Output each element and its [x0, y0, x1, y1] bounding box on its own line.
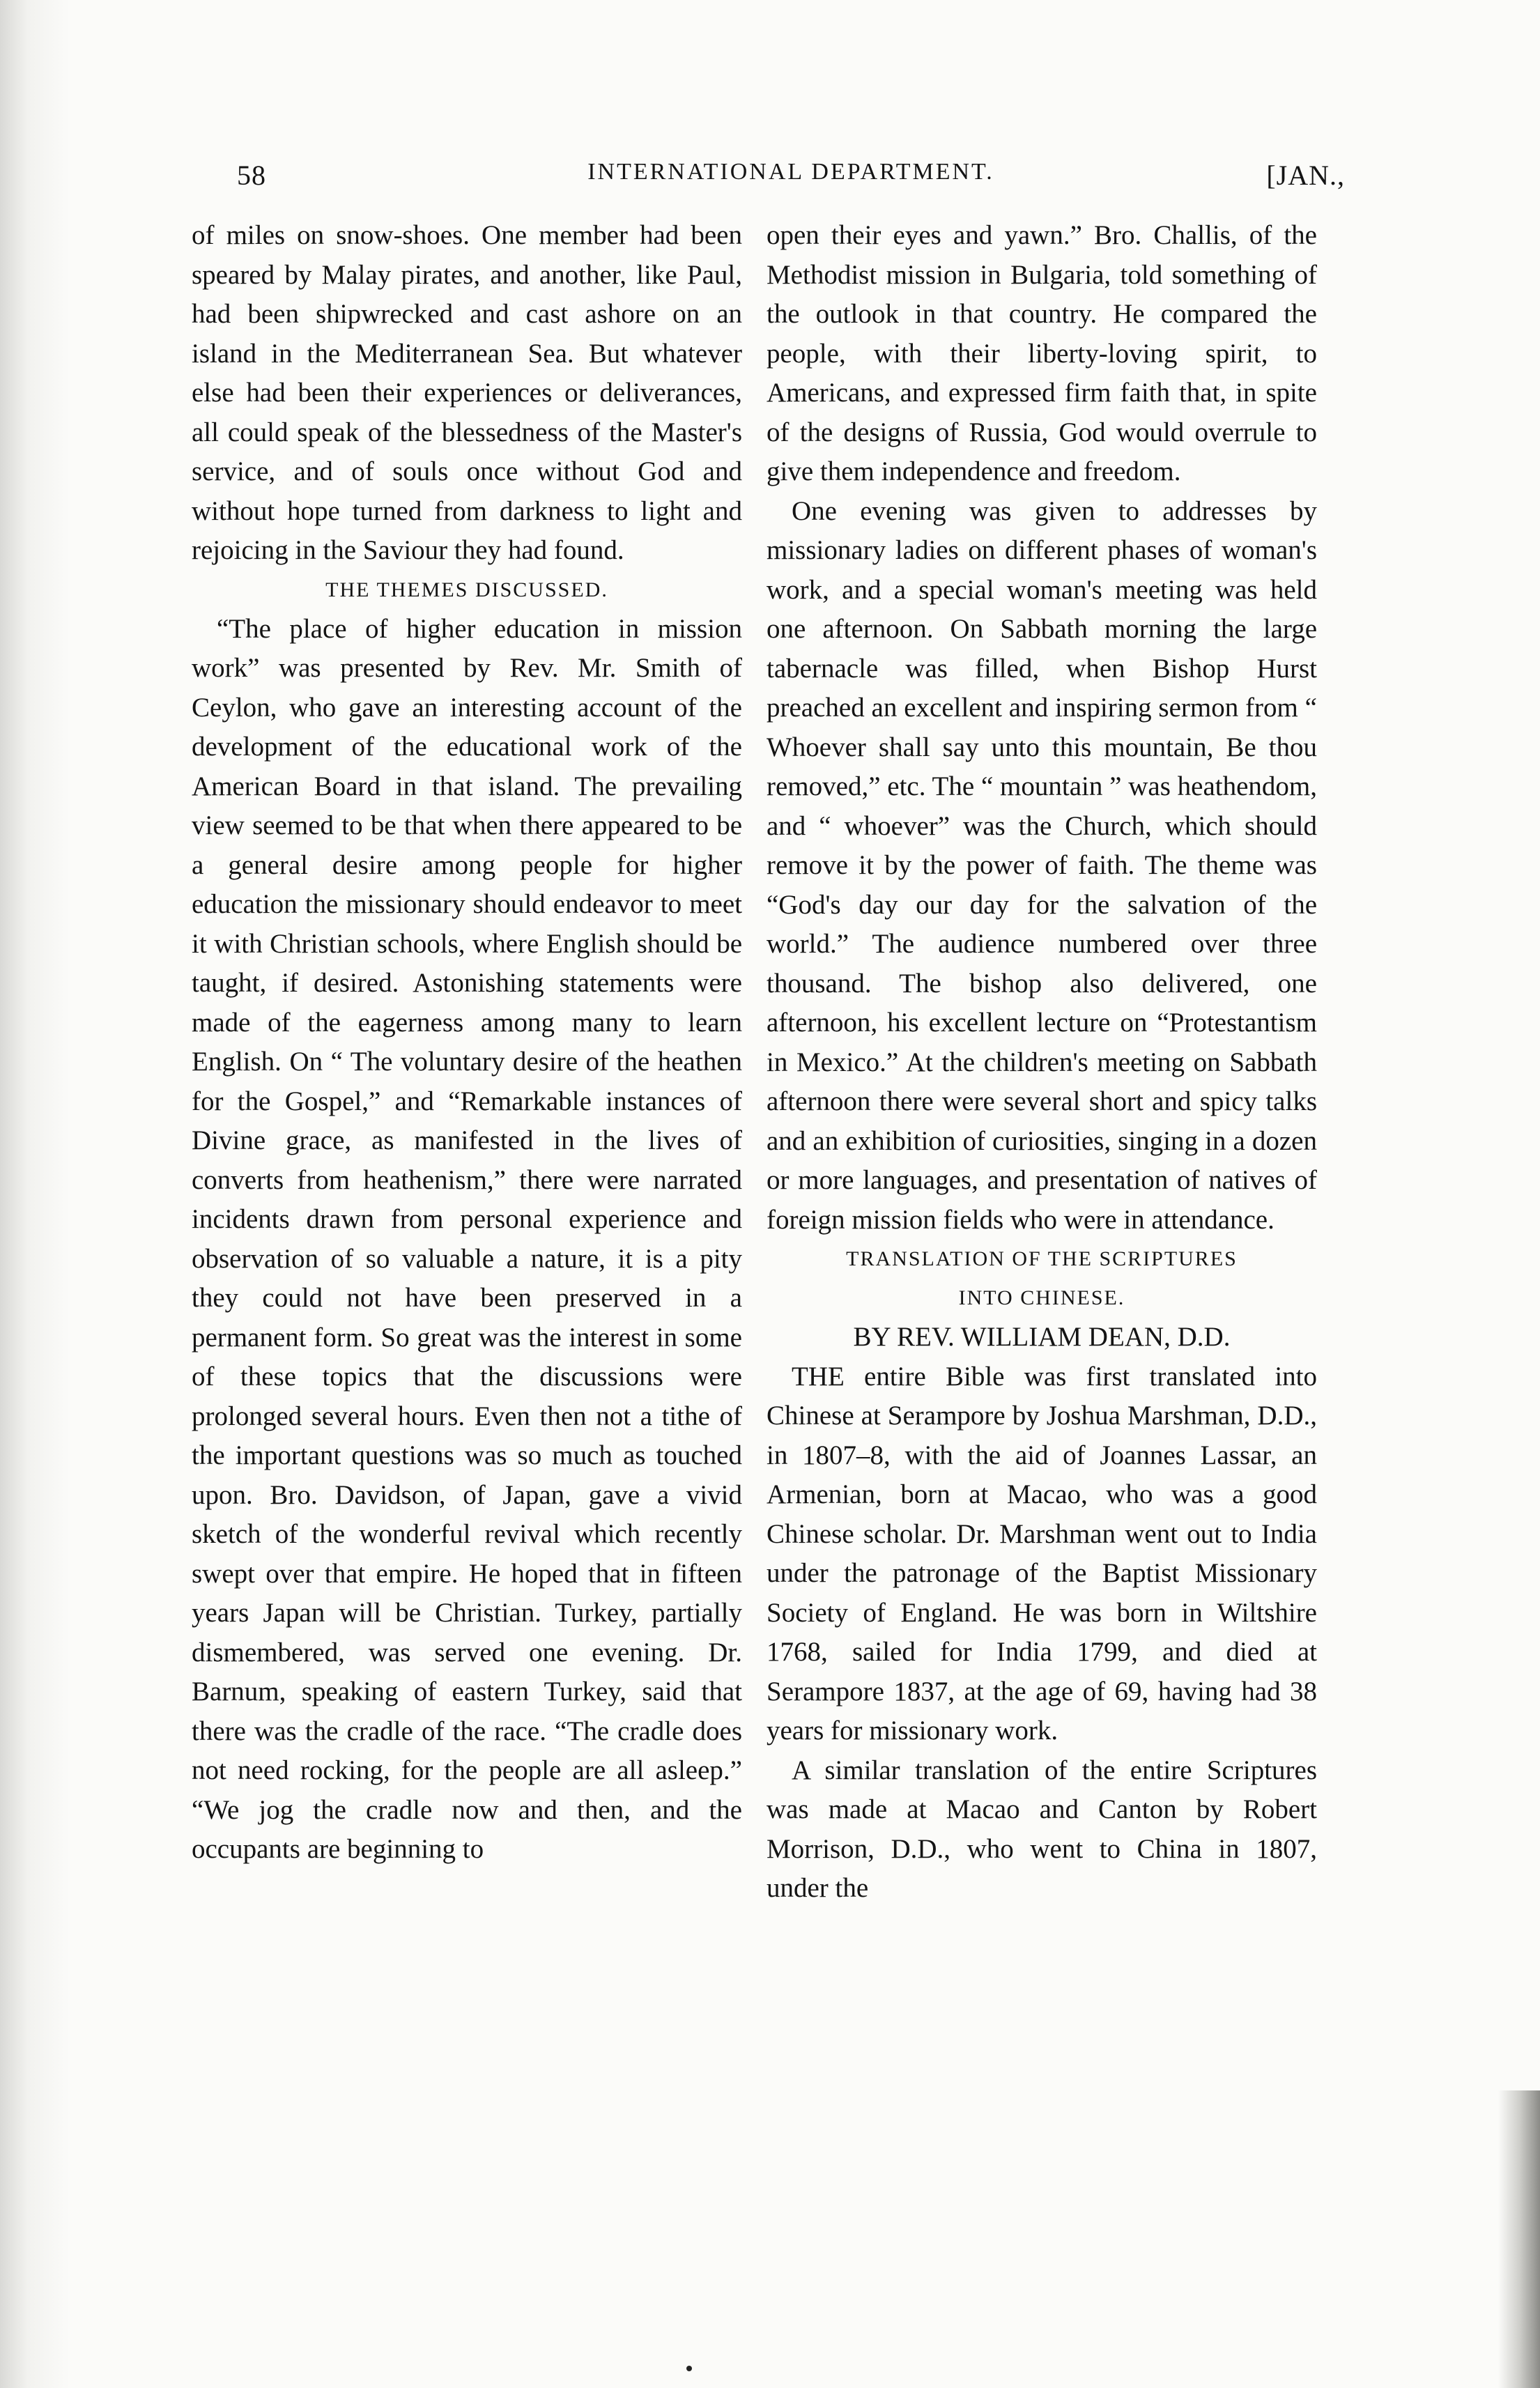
header-month: [JAN., [1266, 160, 1345, 191]
scan-edge-right [1498, 2090, 1540, 2388]
footer-mark [686, 2366, 692, 2371]
article-title-line-2: INTO CHINESE. [958, 1286, 1125, 1309]
page-header [237, 159, 1345, 208]
left-paragraph-2: “The place of higher education in mission work” was presented by Rev. Mr. Smith of Ceylon, who gave an interesting account of the development of the educational work of the American Board in that island. The prevailing view seemed to be that when there appeared to be a general desire among people for higher education the missionary should endeavor to meet it with Christian schools, where English should be taught, if desired. Astonishing statements were made of the eagerness among many to learn English. On “ The voluntary desire of the heathen for the Gospel,” and “Remarkable instances of Divine grace, as manifested in the lives of converts from heathenism,” there were narrated incidents drawn from personal experience and observation of so valuable a nature, it is a pity they could not have been preserved in a permanent form. So great was the interest in some of these topics that the discussions were prolonged several hours. Even then not a tithe of the important questions was so much as touched upon. Bro. Davidson, of Japan, gave a vivid sketch of the wonderful revival which recently swept over that empire. He hoped that in fifteen years Japan will be Christian. Turkey, partially dismembered, was served one evening. Dr. Barnum, speaking of eastern Turkey, said that there was the cradle of the race. “The cradle does not need rocking, for the people are all asleep.” “We jog the cradle now and then, and the occupants are beginning to [192, 613, 742, 1864]
scan-edge-left [0, 0, 70, 2388]
right-paragraph-3 [767, 1357, 1317, 1751]
left-paragraph-1: of miles on snow-shoes. One member had been speared by Malay pirates, and another, like Paul, had been shipwrecked and cast ashore on an island in the Mediterranean Sea. But whatever else had been their experiences or deliverances, all could speak of the blessedness of the Master's service, and of souls once without God and without hope turned from darkness to light and rejoicing in the Saviour they had found. [192, 220, 742, 565]
right-paragraph-4: A similar translation of the entire Scriptures was made at Macao and Canton by Robert Morrison, D.D., who went to China in 1807, under the [767, 1755, 1317, 1903]
article-title-line-1: TRANSLATION OF THE SCRIPTURES [846, 1247, 1238, 1270]
drop-lead-word: THE [792, 1361, 845, 1392]
running-title: INTERNATIONAL DEPARTMENT. [587, 159, 994, 185]
right-column [767, 216, 1317, 1909]
right-paragraph-3-text: entire Bible was first translated into Chinese at Serampore by Joshua Marshman, D.D., in 1807–8, with the aid of Joannes Lassar, an Armenian, born at Macao, who was a good Chinese scholar. Dr. Marshman went out to India under the patronage of the Baptist Missionary Society of England. He was born in Wiltshire 1768, sailed for India 1799, and died at Serampore 1837, at the age of 69, having had 38 years for missionary work. [767, 1361, 1317, 1746]
article-byline: BY REV. WILLIAM DEAN, D.D. [853, 1322, 1231, 1352]
right-paragraph-2: One evening was given to addresses by missionary ladies on different phases of woman's work, and a special woman's meeting was held one afternoon. On Sabbath morning the large tabernacle was filled, when Bishop Hurst preached an excellent and inspiring sermon from “ Whoever shall say unto this mountain, Be thou removed,” etc. The “ mountain ” was heathendom, and “ whoever” was the Church, which should remove it by the power of faith. The theme was “God's day our day for the salvation of the world.” The audience numbered over three thousand. The bishop also delivered, one afternoon, his excellent lecture on “Protestantism in Mexico.” At the children's meeting on Sabbath afternoon there were several short and spicy talks and an exhibition of curiosities, singing in a dozen or more languages, and presentation of natives of foreign mission fields who were in attendance. [767, 495, 1317, 1235]
page-number: 58 [237, 160, 266, 191]
right-paragraph-1: open their eyes and yawn.” Bro. Challis, of the Methodist mission in Bulgaria, told something of the outlook in that country. He compared the people, with their liberty-loving spirit, to Americans, and expressed firm faith that, in spite of the designs of Russia, God would overrule to give them independence and freedom. [767, 220, 1317, 486]
left-column [192, 216, 742, 1870]
section-heading-themes: THE THEMES DISCUSSED. [325, 578, 608, 601]
